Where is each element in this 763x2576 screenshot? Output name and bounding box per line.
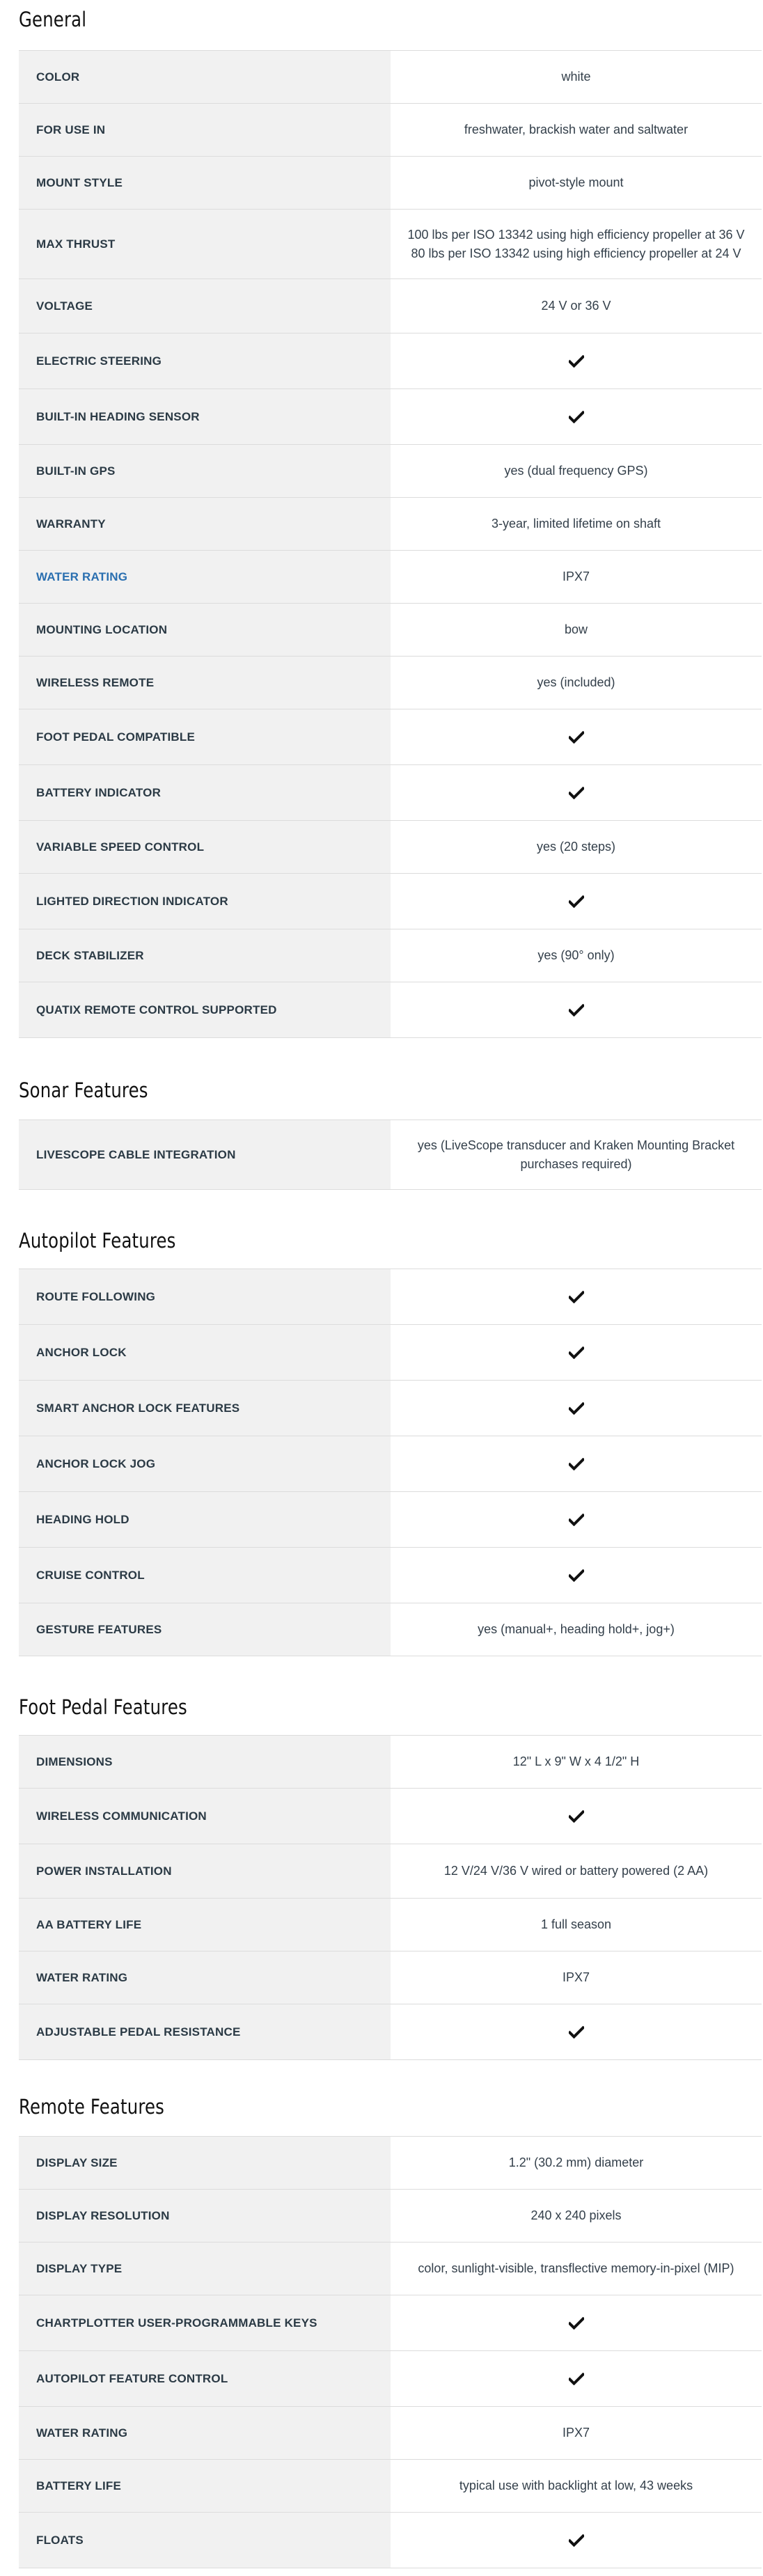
spec-value-check [391,1325,762,1380]
spec-value: 100 lbs per ISO 13342 using high efficiency propeller at 36 V 80 lbs per ISO 13342 using high efficiency propeller at 24 V [407,227,745,260]
spec-label: ROUTE FOLLOWING [19,1269,391,1324]
spec-table-foot-pedal-features [19,1735,762,2060]
spec-label: BUILT-IN HEADING SENSOR [19,389,391,444]
spec-value-check [391,709,762,764]
spec-label: LIGHTED DIRECTION INDICATOR [19,874,391,929]
spec-label: POWER INSTALLATION [19,1844,391,1898]
spec-row-mount-style [19,157,762,210]
spec-value-check [391,982,762,1037]
spec-label: WIRELESS REMOTE [19,657,391,709]
spec-table-autopilot-features [19,1269,762,1656]
spec-label: ANCHOR LOCK JOG [19,1436,391,1491]
spec-label: WATER RATING [19,1951,391,2004]
spec-value: 24 V or 36 V [541,299,611,313]
checkmark-icon [569,1569,584,1582]
checkmark-icon [569,355,584,368]
spec-value-check [391,1789,762,1844]
spec-label: LIVESCOPE CABLE INTEGRATION [19,1120,391,1189]
spec-label: CRUISE CONTROL [19,1548,391,1603]
spec-label: QUATIX REMOTE CONTROL SUPPORTED [19,982,391,1037]
spec-label: DISPLAY TYPE [19,2243,391,2295]
spec-row-color [19,51,762,104]
spec-label: WARRANTY [19,498,391,550]
spec-row-battery-life [19,2460,762,2513]
checkmark-icon [569,1458,584,1470]
spec-value-check [391,389,762,444]
spec-value: 12 V/24 V/36 V wired or battery powered (2 AA) [443,1864,709,1878]
section-title-sonar-features: Sonar Features [19,1078,148,1102]
spec-value: 3-year, limited lifetime on shaft [491,517,661,531]
spec-label: BATTERY LIFE [19,2460,391,2512]
spec-row-built-in-heading-sensor [19,389,762,445]
spec-row-built-in-gps [19,445,762,498]
checkmark-icon [569,2317,584,2330]
spec-row-gesture-features [19,1603,762,1656]
spec-row-battery-indicator [19,765,762,821]
spec-label: FLOATS [19,2513,391,2568]
spec-label: CHARTPLOTTER USER-PROGRAMMABLE KEYS [19,2295,391,2350]
spec-row-max-thrust [19,210,762,279]
checkmark-icon [569,2373,584,2385]
spec-label: FOOT PEDAL COMPATIBLE [19,709,391,764]
spec-row-water-rating [19,1951,762,2004]
spec-value: 12" L x 9" W x 4 1/2" H [512,1754,640,1768]
spec-value: IPX7 [562,570,590,583]
spec-value-check [391,2004,762,2059]
spec-value: color, sunlight-visible, transflective memory-in-pixel (MIP) [418,2261,734,2275]
spec-label: WATER RATING [19,2407,391,2459]
spec-value: bow [564,622,588,636]
spec-label: ELECTRIC STEERING [19,333,391,388]
spec-value: yes (90° only) [537,948,615,962]
spec-value-check [391,1548,762,1603]
section-title-autopilot-features: Autopilot Features [19,1229,176,1252]
spec-label: DISPLAY SIZE [19,2137,391,2189]
spec-row-heading-hold [19,1492,762,1548]
spec-label: WIRELESS COMMUNICATION [19,1789,391,1844]
spec-value-check [391,765,762,820]
spec-label: AA BATTERY LIFE [19,1899,391,1951]
checkmark-icon [569,1402,584,1415]
checkmark-icon [569,1810,584,1823]
spec-value: yes (included) [537,675,615,689]
spec-value: white [561,70,591,84]
spec-row-voltage [19,279,762,333]
checkmark-icon [569,1514,584,1526]
spec-value-check [391,1381,762,1436]
spec-row-for-use-in [19,104,762,157]
spec-value-check [391,2351,762,2406]
spec-row-warranty [19,498,762,551]
spec-value: 1 full season [540,1917,612,1931]
spec-row-autopilot-feature-control [19,2351,762,2407]
spec-label: COLOR [19,51,391,103]
spec-row-display-type [19,2243,762,2295]
spec-row-mounting-location [19,604,762,657]
spec-value: yes (dual frequency GPS) [504,464,648,478]
checkmark-icon [569,787,584,799]
spec-row-chartplotter-user-programmable-keys [19,2295,762,2351]
spec-value-check [391,333,762,388]
spec-label: DIMENSIONS [19,1736,391,1788]
spec-table-remote-features [19,2136,762,2568]
spec-value: IPX7 [562,1970,590,1984]
spec-value-check [391,1436,762,1491]
checkmark-icon [569,2534,584,2547]
spec-value: yes (20 steps) [536,840,616,854]
spec-label: ADJUSTABLE PEDAL RESISTANCE [19,2004,391,2059]
section-title-general: General [19,8,87,31]
spec-row-route-following [19,1269,762,1325]
spec-value-check [391,1269,762,1324]
spec-row-livescope-cable-integration [19,1120,762,1190]
spec-label: ANCHOR LOCK [19,1325,391,1380]
spec-label: BATTERY INDICATOR [19,765,391,820]
spec-row-quatix-remote-control-supported [19,982,762,1038]
checkmark-icon [569,731,584,744]
spec-label: SMART ANCHOR LOCK FEATURES [19,1381,391,1436]
spec-row-water-rating [19,2407,762,2460]
spec-label: MOUNT STYLE [19,157,391,209]
spec-row-anchor-lock-jog [19,1436,762,1492]
spec-table-sonar-features [19,1120,762,1190]
spec-value-check [391,1492,762,1547]
spec-row-floats [19,2513,762,2568]
section-title-remote-features: Remote Features [19,2095,165,2119]
spec-value: freshwater, brackish water and saltwater [464,123,689,136]
spec-row-display-size [19,2137,762,2190]
spec-row-foot-pedal-compatible [19,709,762,765]
checkmark-icon [569,1346,584,1359]
spec-label: BUILT-IN GPS [19,445,391,497]
spec-row-wireless-communication [19,1789,762,1844]
spec-label: MAX THRUST [19,210,391,278]
spec-value: yes (LiveScope transducer and Kraken Mounting Bracket purchases required) [417,1138,735,1171]
spec-row-anchor-lock [19,1325,762,1381]
spec-row-water-rating [19,551,762,604]
spec-label[interactable]: WATER RATING [19,551,391,603]
spec-row-wireless-remote [19,657,762,709]
spec-row-display-resolution [19,2190,762,2243]
spec-table-general [19,50,762,1038]
spec-label: DECK STABILIZER [19,929,391,982]
spec-row-lighted-direction-indicator [19,874,762,929]
spec-row-variable-speed-control [19,821,762,874]
spec-label: HEADING HOLD [19,1492,391,1547]
checkmark-icon [569,1004,584,1016]
spec-label: FOR USE IN [19,104,391,156]
spec-value: yes (manual+, heading hold+, jog+) [478,1622,675,1636]
checkmark-icon [569,2026,584,2039]
spec-label: AUTOPILOT FEATURE CONTROL [19,2351,391,2406]
spec-value-check [391,2513,762,2568]
spec-value: IPX7 [562,2426,590,2440]
spec-value: 1.2" (30.2 mm) diameter [508,2155,644,2169]
spec-value-check [391,874,762,929]
checkmark-icon [569,411,584,423]
spec-label: MOUNTING LOCATION [19,604,391,656]
spec-row-aa-battery-life [19,1899,762,1951]
checkmark-icon [569,895,584,908]
spec-row-cruise-control [19,1548,762,1603]
spec-row-adjustable-pedal-resistance [19,2004,762,2060]
checkmark-icon [569,1291,584,1303]
spec-row-deck-stabilizer [19,929,762,982]
spec-row-electric-steering [19,333,762,389]
spec-row-smart-anchor-lock-features [19,1381,762,1436]
section-title-foot-pedal-features: Foot Pedal Features [19,1695,187,1719]
spec-row-power-installation [19,1844,762,1899]
spec-value-check [391,2295,762,2350]
spec-value: typical use with backlight at low, 43 weeks [459,2479,693,2492]
spec-label: DISPLAY RESOLUTION [19,2190,391,2242]
spec-value: 240 x 240 pixels [530,2208,622,2222]
spec-label: GESTURE FEATURES [19,1603,391,1656]
spec-label: VARIABLE SPEED CONTROL [19,821,391,873]
spec-value: pivot-style mount [528,175,624,189]
spec-label: VOLTAGE [19,279,391,333]
spec-row-dimensions [19,1736,762,1789]
